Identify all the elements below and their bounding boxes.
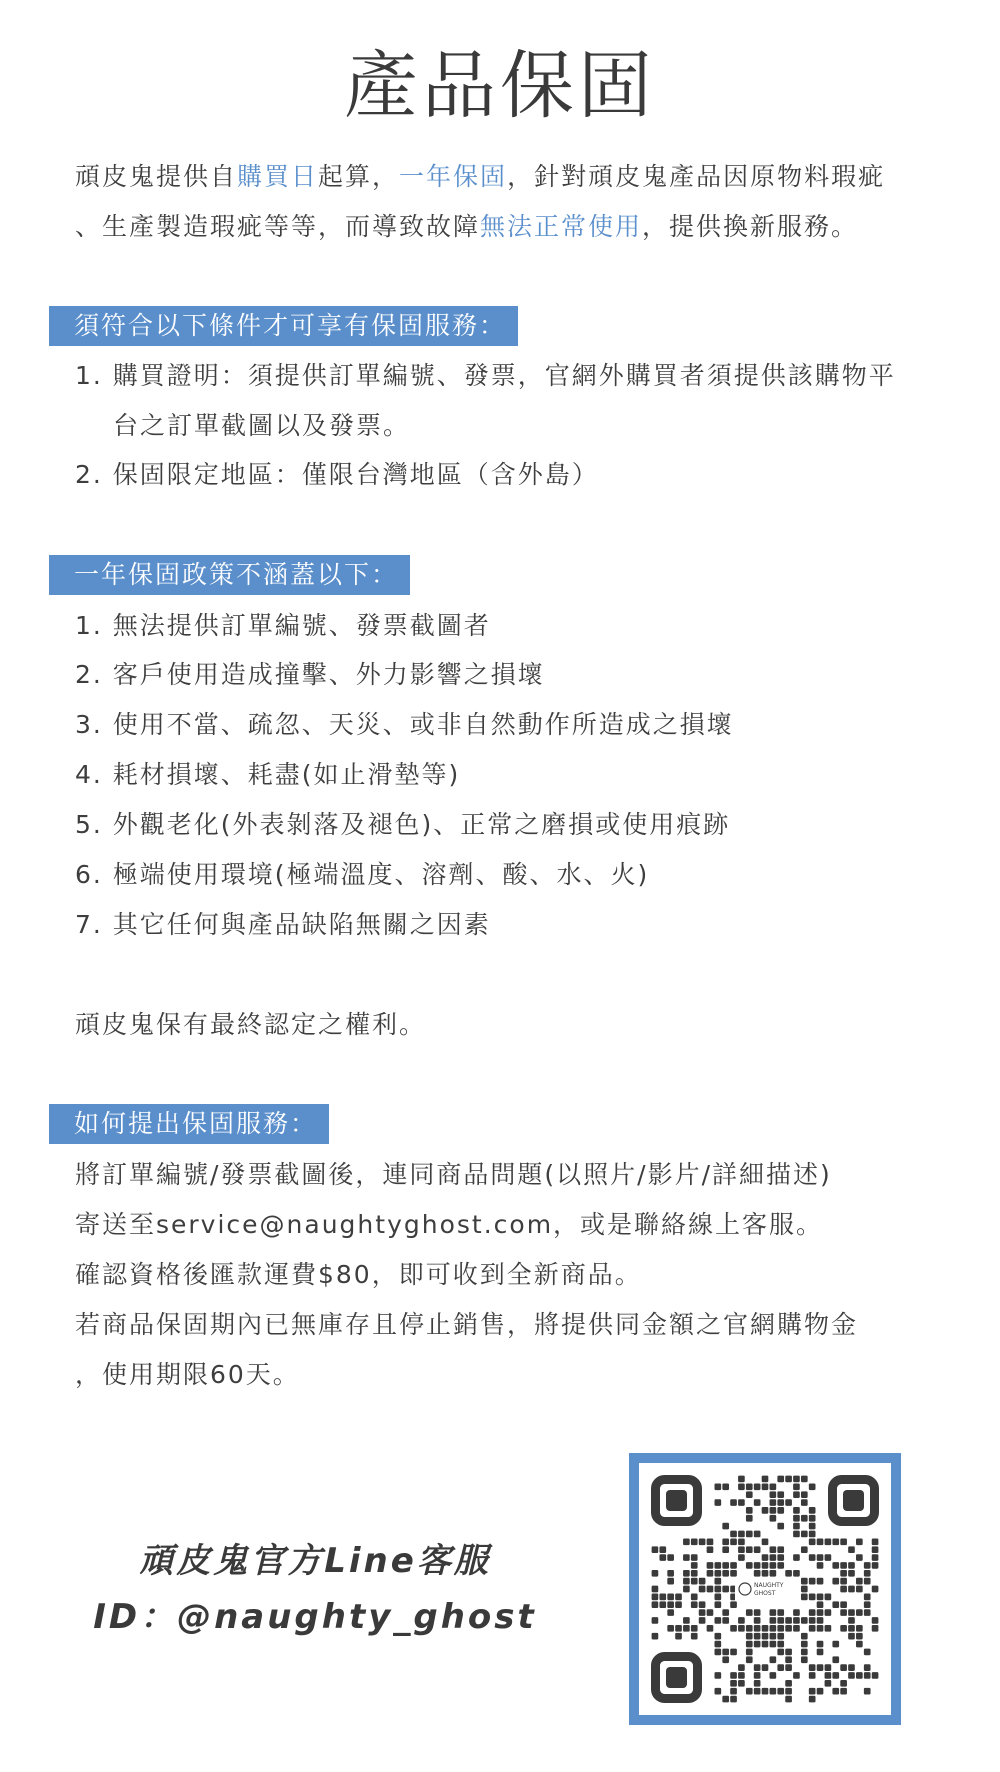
howto-line-2: 寄送至service@naughtyghost.com，或是聯絡線上客服。 bbox=[75, 1210, 824, 1239]
howto-header: 如何提出保固服務： bbox=[49, 1104, 329, 1144]
exclusion-item-3: 3. 使用不當、疏忽、天災、或非自然動作所造成之損壞 bbox=[75, 710, 734, 739]
qr-logo-line-2: GHOST bbox=[754, 1590, 776, 1597]
line-id: ID：@naughty_ghost bbox=[93, 1597, 537, 1637]
howto-line-4: 若商品保固期內已無庫存且停止銷售，將提供同金額之官網購物金 bbox=[75, 1310, 859, 1339]
qr-logo-line-1: NAUGHTY bbox=[754, 1582, 784, 1589]
conditions-item-2: 2. 保固限定地區：僅限台灣地區（含外島） bbox=[75, 460, 599, 489]
conditions-header: 須符合以下條件才可享有保固服務： bbox=[49, 306, 518, 346]
highlight-purchase-date: 購買日 bbox=[237, 162, 319, 191]
exclusions-header: 一年保固政策不涵蓋以下： bbox=[49, 555, 410, 595]
highlight-one-year-warranty: 一年保固 bbox=[399, 162, 508, 191]
howto-line-3: 確認資格後匯款運費$80，即可收到全新商品。 bbox=[75, 1260, 642, 1289]
qr-code bbox=[639, 1463, 891, 1715]
exclusion-item-1: 1. 無法提供訂單編號、發票截圖者 bbox=[75, 611, 491, 640]
exclusion-item-4: 4. 耗材損壞、耗盡(如止滑墊等) bbox=[75, 760, 461, 789]
conditions-item-1-cont: 台之訂單截圖以及發票。 bbox=[113, 411, 411, 440]
line-service-title: 頑皮鬼官方Line客服 bbox=[139, 1541, 491, 1581]
intro-paragraph bbox=[75, 152, 975, 252]
exclusion-item-2: 2. 客戶使用造成撞擊、外力影響之損壞 bbox=[75, 660, 545, 689]
howto-line-5: ，使用期限60天。 bbox=[75, 1360, 300, 1389]
howto-line-1: 將訂單編號/發票截圖後，連同商品問題(以照片/影片/詳細描述) bbox=[75, 1160, 832, 1189]
intro-line-2: 、生產製造瑕疵等等，而導致故障無法正常使用，提供換新服務。 bbox=[75, 212, 859, 241]
rights-statement: 頑皮鬼保有最終認定之權利。 bbox=[75, 1010, 427, 1039]
exclusion-item-6: 6. 極端使用環境(極端溫度、溶劑、酸、水、火) bbox=[75, 860, 650, 889]
intro-line-1: 頑皮鬼提供自購買日起算，一年保固，針對頑皮鬼產品因原物料瑕疵 bbox=[75, 162, 886, 191]
highlight-unusable: 無法正常使用 bbox=[480, 212, 643, 241]
conditions-item-1: 1. 購買證明：須提供訂單編號、發票，官網外購買者須提供該購物平 bbox=[75, 361, 896, 390]
qr-code-icon bbox=[651, 1475, 879, 1703]
exclusion-item-5: 5. 外觀老化(外表剝落及褪色)、正常之磨損或使用痕跡 bbox=[75, 810, 731, 839]
exclusion-item-7: 7. 其它任何與產品缺陷無關之因素 bbox=[75, 910, 491, 939]
page-title: 產品保固 bbox=[344, 43, 656, 129]
qr-code-frame bbox=[629, 1453, 901, 1725]
